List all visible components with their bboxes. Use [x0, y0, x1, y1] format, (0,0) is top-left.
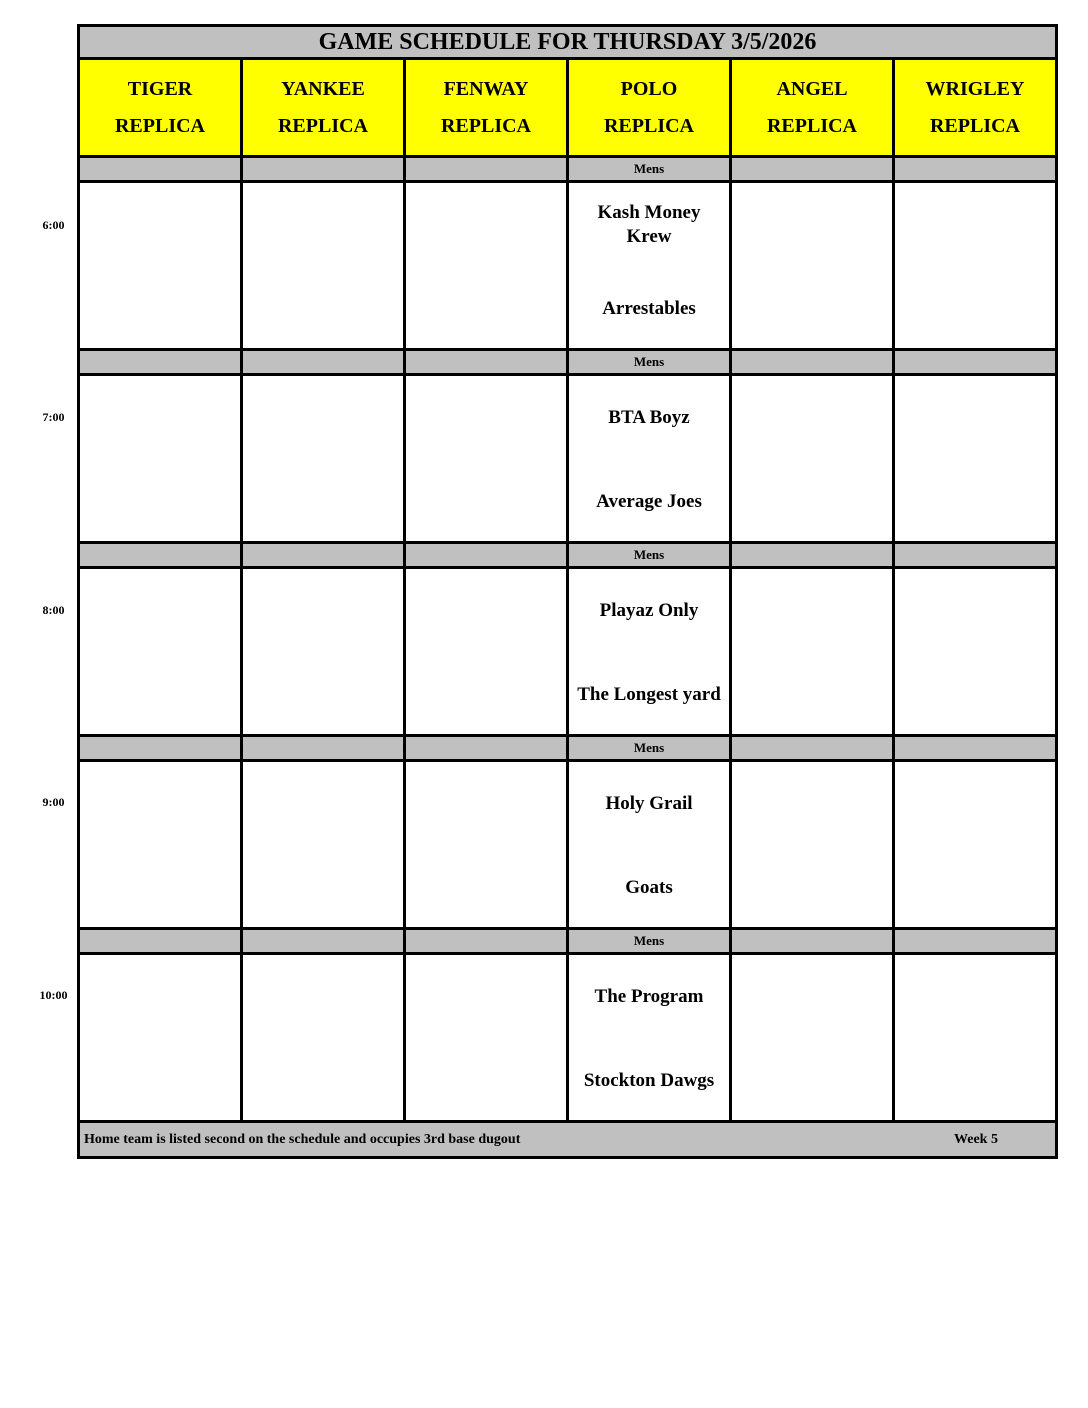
division-band — [77, 544, 1058, 569]
time-label: 7:00 — [42, 410, 65, 424]
field-header-yankee — [243, 60, 406, 158]
field-subtitle: REPLICA — [929, 114, 1020, 137]
away-team: Playaz Only — [599, 600, 699, 621]
away-team: The Program — [594, 986, 704, 1007]
home-team: Average Joes — [596, 491, 702, 512]
away-team: Holy Grail — [605, 793, 693, 814]
time-slot-row — [77, 183, 1058, 351]
field-header-fenway — [406, 60, 569, 158]
game-cell-polo — [569, 955, 732, 1123]
field-name: ANGEL — [776, 77, 848, 100]
away-team: BTA Boyz — [608, 407, 690, 428]
time-slot-row — [77, 955, 1058, 1123]
field-header-angel — [732, 60, 895, 158]
field-subtitle: REPLICA — [114, 114, 205, 137]
field-subtitle: REPLICA — [277, 114, 368, 137]
time-label: 8:00 — [42, 603, 65, 617]
division-label: Mens — [569, 737, 732, 762]
game-cell-polo — [569, 569, 732, 737]
division-band — [77, 158, 1058, 183]
away-team: Kash Money Krew — [597, 202, 701, 247]
field-subtitle: REPLICA — [603, 114, 694, 137]
time-label: 10:00 — [39, 988, 68, 1002]
field-name: FENWAY — [443, 77, 529, 100]
field-name: TIGER — [127, 77, 193, 100]
time-slot-row — [77, 569, 1058, 737]
schedule-title: GAME SCHEDULE FOR THURSDAY 3/5/2026 — [77, 24, 1058, 60]
game-cell-polo — [569, 376, 732, 544]
time-label: 6:00 — [42, 218, 65, 232]
home-team: Goats — [625, 877, 673, 898]
division-band — [77, 737, 1058, 762]
game-cell-polo — [569, 183, 732, 351]
time-slot-row — [77, 762, 1058, 930]
field-header-tiger — [80, 60, 243, 158]
home-team: Arrestables — [602, 298, 696, 319]
field-subtitle: REPLICA — [440, 114, 531, 137]
field-header-polo — [569, 60, 732, 158]
division-label: Mens — [569, 544, 732, 569]
schedule-sheet — [77, 24, 1058, 1159]
division-band — [77, 351, 1058, 376]
schedule-footer — [77, 1123, 1058, 1159]
division-label: Mens — [569, 930, 732, 955]
division-label: Mens — [569, 351, 732, 376]
game-cell-polo — [569, 762, 732, 930]
field-header-wrigley — [895, 60, 1058, 158]
week-label: Week 5 — [954, 1132, 998, 1147]
time-label: 9:00 — [42, 795, 65, 809]
home-team-note: Home team is listed second on the schedule and occupies 3rd base dugout — [84, 1132, 521, 1147]
home-team: The Longest yard — [577, 684, 721, 705]
division-label: Mens — [569, 158, 732, 183]
division-band — [77, 930, 1058, 955]
time-slot-row — [77, 376, 1058, 544]
field-name: POLO — [620, 77, 678, 100]
field-name: YANKEE — [281, 77, 365, 100]
home-team: Stockton Dawgs — [583, 1070, 715, 1091]
field-name: WRIGLEY — [925, 77, 1025, 100]
field-header-row — [77, 60, 1058, 158]
field-subtitle: REPLICA — [766, 114, 857, 137]
